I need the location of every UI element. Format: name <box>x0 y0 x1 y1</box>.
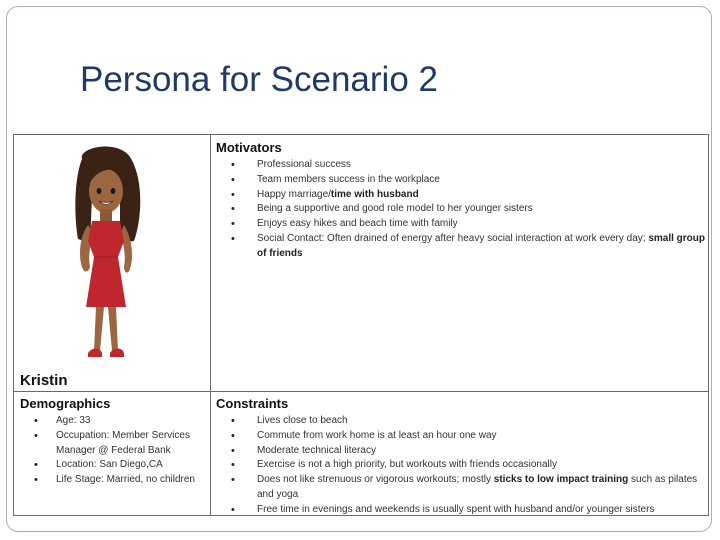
constraints-list <box>217 414 705 518</box>
list-item: • Age: 33 <box>18 414 208 429</box>
list-item: • Exercise is not a high priority, but workouts with friends occasionally <box>217 458 705 473</box>
list-item: • Location: San Diego,CA <box>18 458 208 473</box>
demographics-heading: Demographics <box>20 396 111 411</box>
list-item: • Enjoys easy hikes and beach time with family <box>217 217 705 232</box>
persona-avatar <box>20 139 198 373</box>
list-item: • Free time in evenings and weekends is usually spent with husband and/or younger sisters <box>217 503 705 518</box>
demographics-list <box>18 414 208 488</box>
table-horizontal-divider <box>14 391 708 392</box>
list-item: • Does not like strenuous or vigorous workouts; mostly sticks to low impact training such as pilates and yoga <box>217 473 705 503</box>
motivators-heading: Motivators <box>216 140 282 155</box>
slide-title: Persona for Scenario 2 <box>80 60 438 99</box>
constraints-heading: Constraints <box>216 396 289 411</box>
table-vertical-divider <box>210 135 211 515</box>
list-item: • Lives close to beach <box>217 414 705 429</box>
list-item: • Being a supportive and good role model to her younger sisters <box>217 202 705 217</box>
list-item: • Professional success <box>217 158 705 173</box>
list-item: • Moderate technical literacy <box>217 444 705 459</box>
list-item: • Happy marriage/time with husband <box>217 188 705 203</box>
list-item: • Occupation: Member Services Manager @ Federal Bank <box>18 429 208 459</box>
persona-table <box>13 134 709 516</box>
list-item: • Commute from work home is at least an hour one way <box>217 429 705 444</box>
persona-name: Kristin <box>20 372 68 389</box>
motivators-list <box>217 158 705 262</box>
list-item: • Team members success in the workplace <box>217 173 705 188</box>
woman-avatar-icon <box>20 139 198 373</box>
list-item: • Life Stage: Married, no children <box>18 473 208 488</box>
list-item: • Social Contact: Often drained of energy after heavy social interaction at work every day; small group of friends <box>217 232 705 262</box>
